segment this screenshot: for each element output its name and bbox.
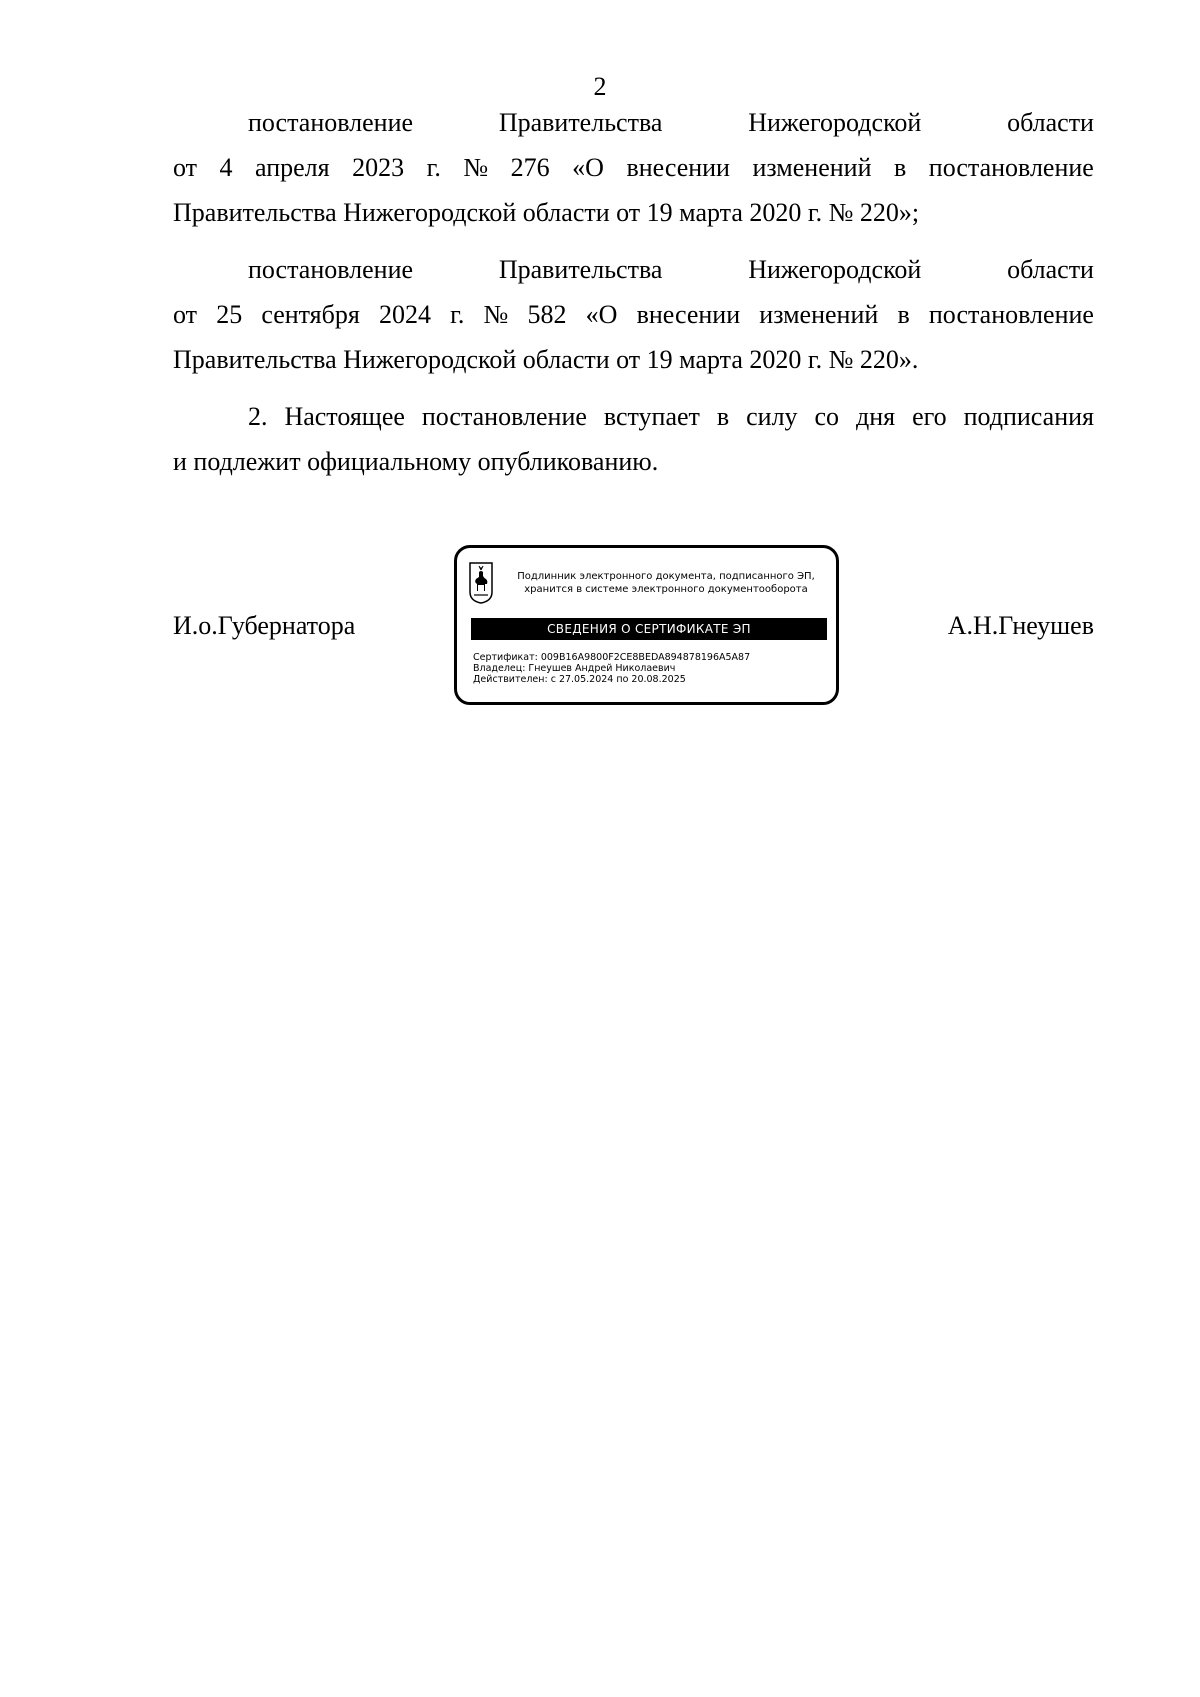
word: в — [716, 402, 730, 431]
paragraph-2-line-3: Правительства Нижегородской области от 19 марта 2020 г. № 220». — [173, 345, 919, 374]
word: Нижегородской — [748, 255, 922, 284]
word: области — [1007, 255, 1094, 284]
word: подписания — [963, 402, 1094, 431]
electronic-signature-stamp — [454, 545, 839, 705]
word: области — [1007, 108, 1094, 137]
paragraph-1-line-1 — [248, 103, 1094, 143]
word: внесении — [636, 300, 741, 329]
word: в — [897, 300, 910, 329]
word: Правительства — [498, 255, 663, 284]
word: г. — [450, 300, 465, 329]
word: постановление — [248, 108, 414, 137]
word: 2023 — [352, 153, 405, 182]
deer-coat-of-arms-icon — [469, 562, 493, 604]
word: Настоящее — [284, 402, 405, 431]
word: 2. — [248, 402, 268, 431]
word: постановление — [248, 255, 414, 284]
stamp-header — [501, 570, 831, 596]
stamp-header-line-1: Подлинник электронного документа, подписанного ЭП, — [517, 571, 815, 582]
certificate-number: Сертификат: 009B16A9800F2CE8BEDA894878196A5A87 — [473, 652, 751, 663]
word: 582 — [527, 300, 567, 329]
word: силу — [746, 402, 798, 431]
word: в — [894, 153, 907, 182]
paragraph-1-line-2 — [173, 148, 1094, 188]
word: от — [173, 153, 198, 182]
certificate-owner: Владелец: Гнеушев Андрей Николаевич — [473, 663, 676, 674]
word: 2024 — [378, 300, 431, 329]
word: сентября — [261, 300, 360, 329]
word: постановление — [928, 153, 1094, 182]
word: постановление — [421, 402, 587, 431]
word: Правительства — [498, 108, 663, 137]
word: № — [463, 153, 489, 182]
word: № — [483, 300, 509, 329]
paragraph-2-line-2 — [173, 295, 1094, 335]
paragraph-2-line-1 — [248, 250, 1094, 290]
word: со — [814, 402, 840, 431]
word: г. — [426, 153, 441, 182]
paragraph-3-line-1 — [248, 397, 1094, 437]
signatory-name: А.Н.Гнеушев — [947, 611, 1094, 640]
word: 4 — [219, 153, 233, 182]
certificate-validity: Действителен: с 27.05.2024 по 20.08.2025 — [473, 674, 686, 685]
word: 276 — [510, 153, 550, 182]
word: апреля — [255, 153, 330, 182]
word: внесении — [626, 153, 730, 182]
page-number: 2 — [593, 72, 607, 101]
word: изменений — [752, 153, 872, 182]
word: Нижегородской — [748, 108, 922, 137]
word: «О — [572, 153, 604, 182]
word: его — [912, 402, 947, 431]
word: изменений — [759, 300, 879, 329]
paragraph-3-line-2: и подлежит официальному опубликованию. — [173, 447, 659, 476]
word: постановление — [928, 300, 1094, 329]
signatory-position: И.о.Губернатора — [173, 611, 356, 640]
word: «О — [585, 300, 618, 329]
word: дня — [856, 402, 896, 431]
stamp-title: СВЕДЕНИЯ О СЕРТИФИКАТЕ ЭП — [471, 618, 827, 640]
stamp-header-line-2: хранится в системе электронного документооборота — [524, 584, 808, 595]
word: вступает — [603, 402, 700, 431]
word: 25 — [216, 300, 243, 329]
stamp-details — [473, 652, 829, 685]
paragraph-1-line-3: Правительства Нижегородской области от 19 марта 2020 г. № 220»; — [173, 198, 920, 227]
word: от — [173, 300, 198, 329]
